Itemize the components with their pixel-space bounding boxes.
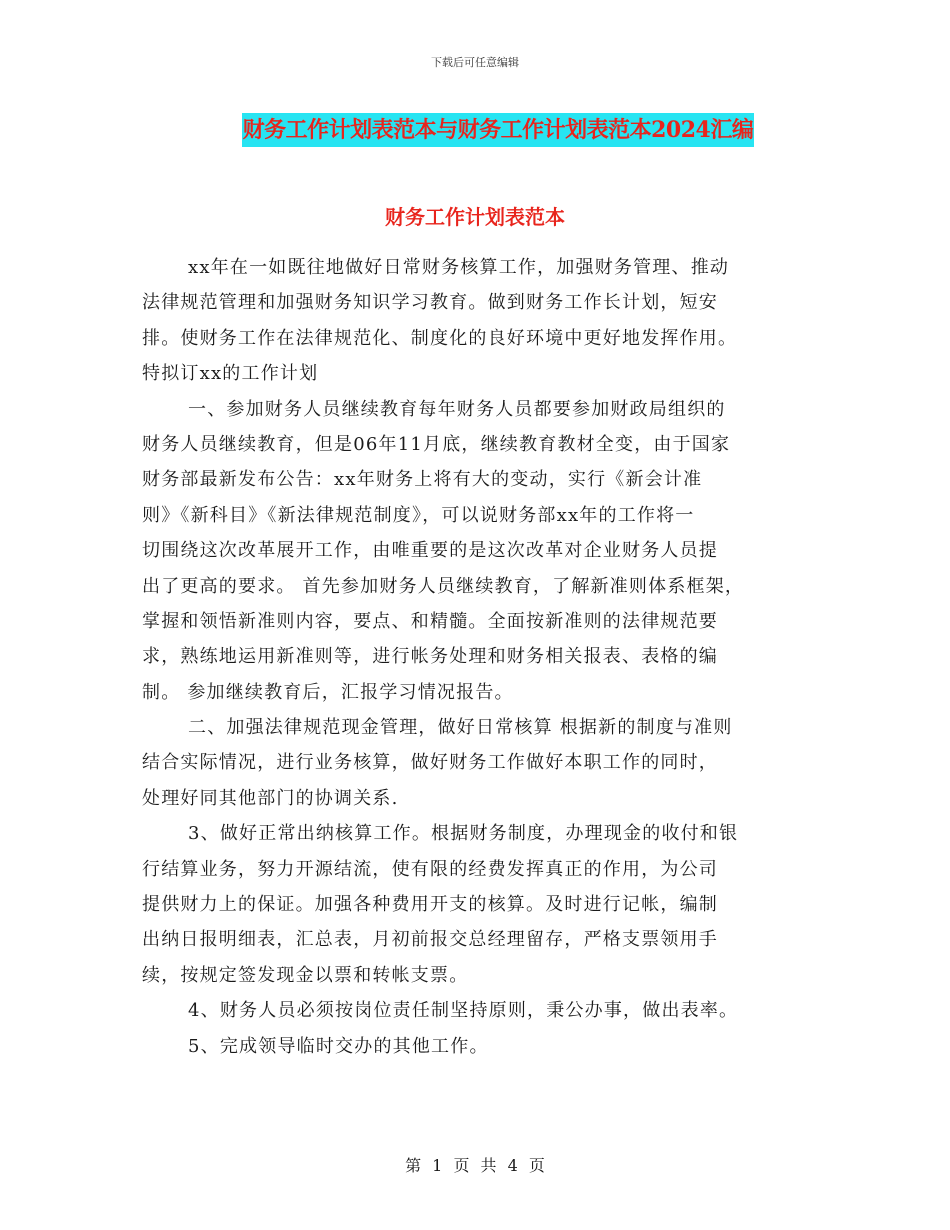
paragraph-line: 出了更高的要求。 首先参加财务人员继续教育，了解新准则体系框架， [142, 575, 745, 597]
paragraph-line: 出纳日报明细表，汇总表，月初前报交总经理留存，严格支票领用手 [142, 929, 718, 951]
paragraph-line: 一、参加财务人员继续教育每年财务人员都要参加财政局组织的 [188, 398, 726, 420]
paragraph-line: 3、做好正常出纳核算工作。根据财务制度，办理现金的收付和银 [188, 823, 739, 845]
paragraph-line: 二、加强法律规范现金管理，做好日常核算 根据新的制度与准则 [188, 717, 733, 739]
paragraph-line: 则》《新科目》《新法律规范制度》，可以说财务部xx年的工作将一 [142, 504, 695, 526]
paragraph-line: 掌握和领悟新准则内容，要点、和精髓。全面按新准则的法律规范要 [142, 610, 718, 632]
download-note: 下载后可任意编辑 [431, 56, 519, 69]
paragraph-line: 财务人员继续教育，但是06年11月底，继续教育教材全变，由于国家 [142, 433, 731, 455]
paragraph-line: 行结算业务，努力开源结流，使有限的经费发挥真正的作用，为公司 [142, 858, 718, 880]
document-body [142, 250, 822, 1064]
paragraph-line: 5、完成领导临时交办的其他工作。 [188, 1035, 489, 1057]
paragraph-line: 排。使财务工作在法律规范化、制度化的良好环境中更好地发挥作用。 [142, 327, 738, 349]
page-number-footer: 第 1 页 共 4 页 [405, 1156, 545, 1175]
paragraph-line: 财务部最新发布公告：xx年财务上将有大的变动，实行《新会计准 [142, 469, 703, 491]
paragraph-line: 制。 参加继续教育后，汇报学习情况报告。 [142, 681, 514, 703]
document-title-wrapper [0, 113, 950, 147]
paragraph-line: 提供财力上的保证。加强各种费用开支的核算。及时进行记帐，编制 [142, 894, 718, 916]
paragraph-line: xx年在一如既往地做好日常财务核算工作，加强财务管理、推动 [188, 257, 730, 278]
paragraph-line: 4、财务人员必须按岗位责任制坚持原则，秉公办事，做出表率。 [188, 1000, 739, 1022]
paragraph-line: 法律规范管理和加强财务知识学习教育。做到财务工作长计划，短安 [142, 292, 718, 314]
document-title: 财务工作计划表范本与财务工作计划表范本2024汇编 [242, 113, 755, 147]
paragraph-line: 切围绕这次改革展开工作，由唯重要的是这次改革对企业财务人员提 [142, 540, 718, 562]
paragraph-line: 续，按规定签发现金以票和转帐支票。 [142, 964, 469, 986]
section-title: 财务工作计划表范本 [385, 205, 565, 229]
paragraph-line: 结合实际情况，进行业务核算，做好财务工作做好本职工作的同时， [142, 752, 718, 774]
paragraph-line: 求，熟练地运用新准则等，进行帐务处理和财务相关报表、表格的编 [142, 646, 718, 668]
paragraph-line: 处理好同其他部门的协调关系. [142, 787, 399, 809]
paragraph-line: 特拟订xx的工作计划 [142, 363, 319, 385]
